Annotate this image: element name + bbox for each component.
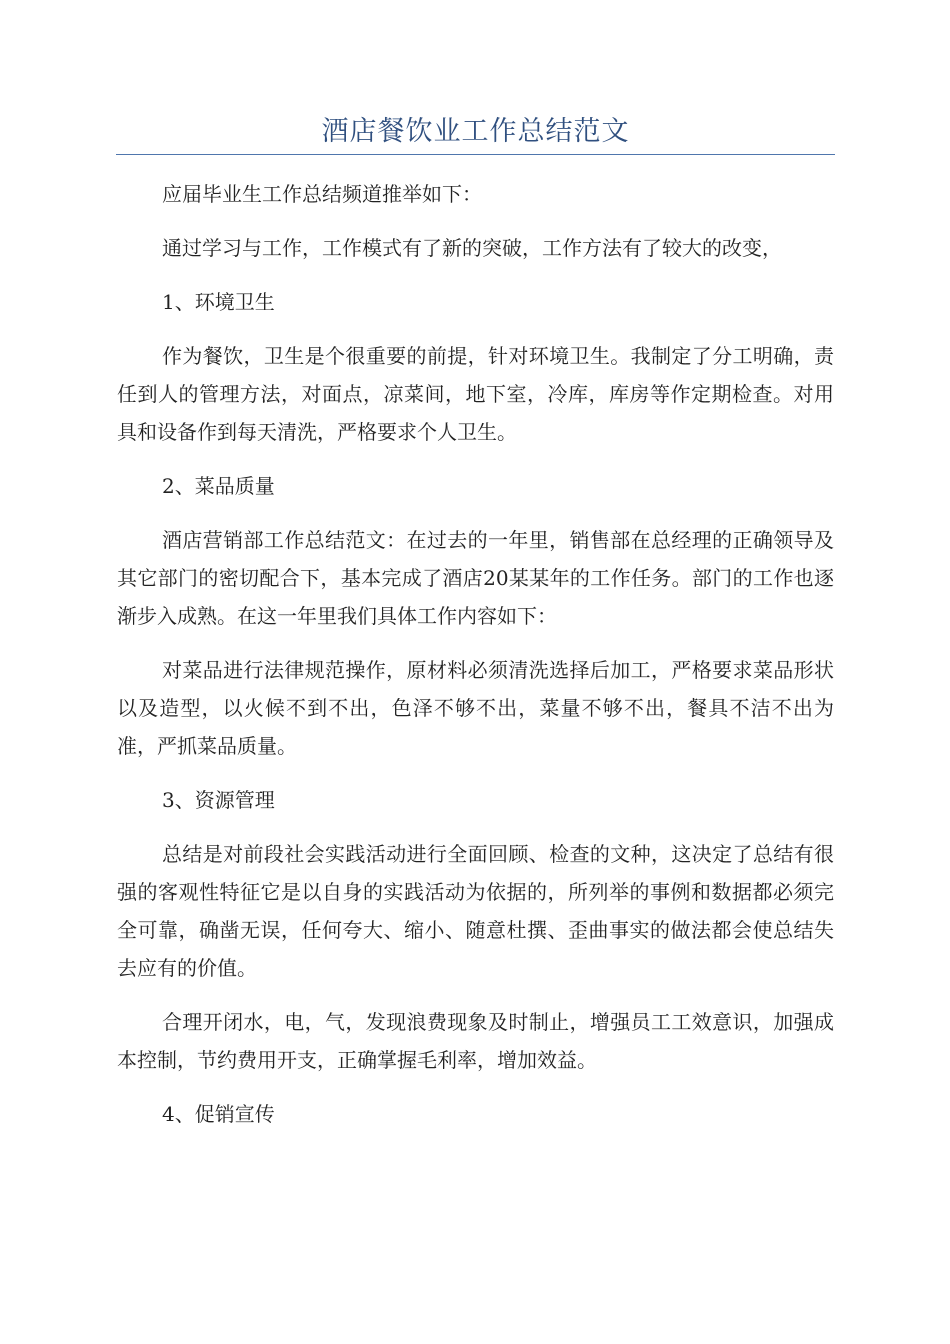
paragraph-overview: 通过学习与工作，工作模式有了新的突破，工作方法有了较大的改变， — [162, 236, 782, 260]
title-underline — [116, 154, 835, 155]
paragraph-dish-quality: 对菜品进行法律规范操作，原材料必须清洗选择后加工，严格要求菜品形状以及造型，以火候不到不出，色泽不够不出，菜量不够不出，餐具不洁不出为准，严抓菜品质量。 — [117, 658, 834, 758]
section-heading-resource-management: 3、资源管理 — [162, 788, 275, 812]
section-heading-promotion: 4、促销宣传 — [162, 1102, 275, 1126]
section-heading-hygiene: 1、环境卫生 — [162, 290, 275, 314]
paragraph-summary-nature: 总结是对前段社会实践活动进行全面回顾、检查的文种，这决定了总结有很强的客观性特征它是以自身的实践活动为依据的，所列举的事例和数据都必须完全可靠，确凿无误，任何夸大、缩小、随意杜撰、歪曲事实的做法都会使总结失去应有的价值。 — [117, 842, 834, 980]
document-body — [117, 175, 834, 1133]
paragraph-resource-management: 合理开闭水，电，气，发现浪费现象及时制止，增强员工工效意识，加强成本控制，节约费用开支，正确掌握毛利率，增加效益。 — [117, 1010, 834, 1072]
paragraph-hygiene: 作为餐饮，卫生是个很重要的前提，针对环境卫生。我制定了分工明确，责任到人的管理方法，对面点，凉菜间，地下室，冷库，库房等作定期检查。对用具和设备作到每天清洗，严格要求个人卫生。 — [117, 344, 834, 444]
paragraph-intro: 应届毕业生工作总结频道推举如下： — [162, 182, 482, 206]
paragraph-marketing-summary: 酒店营销部工作总结范文：在过去的一年里，销售部在总经理的正确领导及其它部门的密切配合下，基本完成了酒店20某某年的工作任务。部门的工作也逐渐步入成熟。在这一年里我们具体工作内容如下： — [117, 528, 834, 628]
document-title: 酒店餐饮业工作总结范文 — [321, 116, 630, 147]
section-heading-dish-quality: 2、菜品质量 — [162, 474, 275, 498]
